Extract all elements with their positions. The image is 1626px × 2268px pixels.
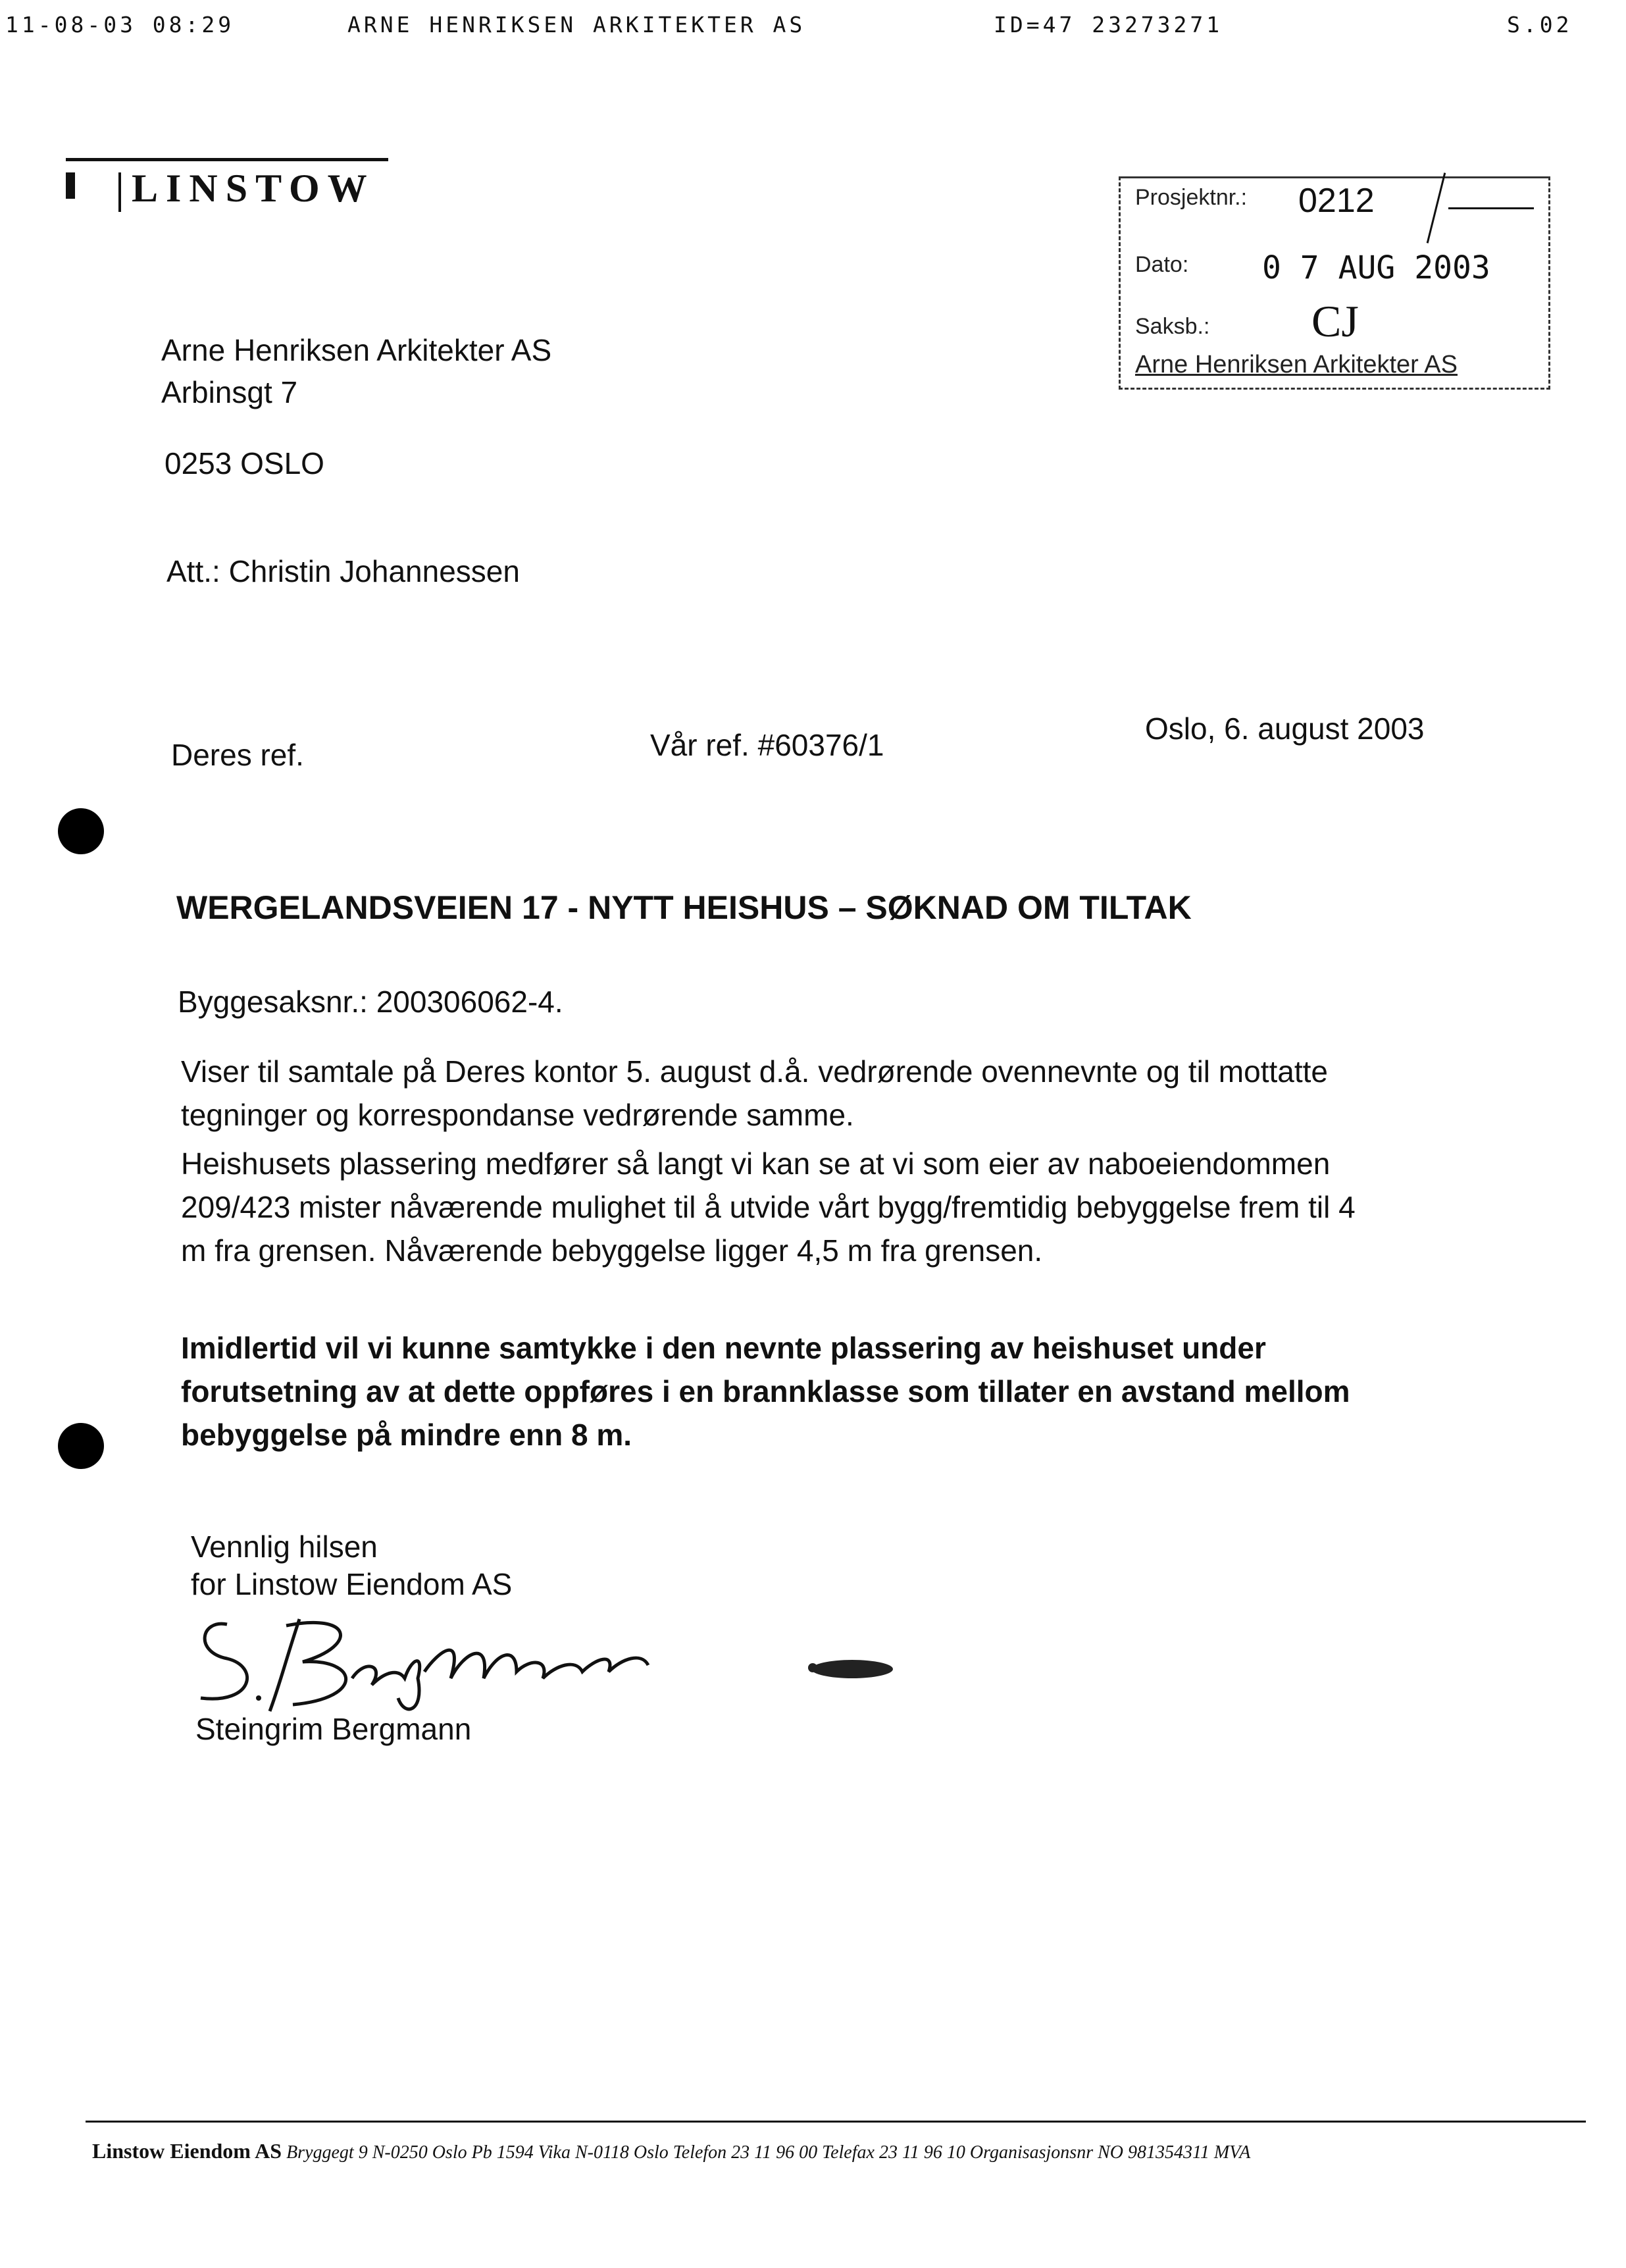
fax-datetime: 11-08-03 08:29 — [5, 12, 235, 38]
logo-mark — [66, 172, 75, 199]
case-number: Byggesaksnr.: 200306062-4. — [178, 985, 563, 1019]
footer-details: Bryggegt 9 N-0250 Oslo Pb 1594 Vika N-0118 Oslo Telefon 23 11 96 00 Telefax 23 11 96 10 Organisasjonsnr NO 981354311 MVA — [286, 2142, 1251, 2163]
stamp-project-label: Prosjektnr.: — [1135, 185, 1248, 210]
recipient-name: Arne Henriksen Arkitekter AS — [161, 333, 552, 367]
letterhead-footer — [92, 2139, 1250, 2163]
received-stamp — [1119, 176, 1550, 390]
stamp-case-label: Saksb.: — [1135, 314, 1210, 339]
closing-company: for Linstow Eiendom AS — [191, 1567, 513, 1601]
handwritten-signature — [188, 1606, 668, 1718]
fax-page-number: S.02 — [1507, 12, 1573, 38]
logo-divider — [118, 172, 121, 212]
logo-rule — [66, 158, 388, 161]
stamp-firm: Arne Henriksen Arkitekter AS — [1135, 351, 1458, 378]
punch-hole-top — [58, 808, 104, 854]
footer-rule — [86, 2121, 1586, 2123]
footer-firm: Linstow Eiendom AS — [92, 2139, 282, 2163]
stamp-project-value: 0212 — [1298, 182, 1375, 220]
our-reference: Vår ref. #60376/1 — [650, 728, 884, 762]
fax-id: ID=47 23273271 — [994, 12, 1223, 38]
recipient-street: Arbinsgt 7 — [161, 375, 298, 409]
letter-subject: WERGELANDSVEIEN 17 - NYTT HEISHUS – SØKNAD OM TILTAK — [176, 889, 1192, 926]
recipient-city: 0253 OSLO — [165, 446, 324, 480]
stamp-case-value: CJ — [1311, 296, 1359, 346]
paragraph-3: Imidlertid vil vi kunne samtykke i den nevnte plassering av heishuset under forutsetning av at dette oppføres i en brannklasse som tillater en avstand mellom bebyggelse på mindre enn 8 m. — [181, 1331, 1350, 1452]
signer-name: Steingrim Bergmann — [195, 1712, 472, 1746]
place-and-date: Oslo, 6. august 2003 — [1145, 711, 1425, 746]
stamp-checkmark-stroke — [1448, 207, 1534, 209]
closing-greeting: Vennlig hilsen — [191, 1530, 378, 1564]
paragraph-2: Heishusets plassering medfører så langt vi kan se at vi som eier av naboeiendommen 209/423 mister nåværende mulighet til å utvide vårt bygg/fremtidig bebyggelse frem til 4 m fra grensen. Nåværende bebyggelse ligger 4,5 m fra grensen. — [181, 1147, 1356, 1268]
fax-sender: ARNE HENRIKSEN ARKITEKTER AS — [347, 12, 806, 38]
stamp-date-value: 0 7 AUG 2003 — [1262, 249, 1490, 286]
punch-hole-bottom — [58, 1423, 104, 1469]
your-reference: Deres ref. — [171, 738, 304, 772]
stamp-date-label: Dato: — [1135, 252, 1189, 277]
stamp-checkmark — [1427, 172, 1446, 243]
ink-smudge — [800, 1653, 898, 1684]
recipient-attention: Att.: Christin Johannessen — [166, 554, 520, 588]
logo-text: LINSTOW — [132, 167, 375, 210]
paragraph-1: Viser til samtale på Deres kontor 5. august d.å. vedrørende ovennevnte og til mottatte tegninger og korrespondanse vedrørende samme. — [181, 1054, 1328, 1132]
